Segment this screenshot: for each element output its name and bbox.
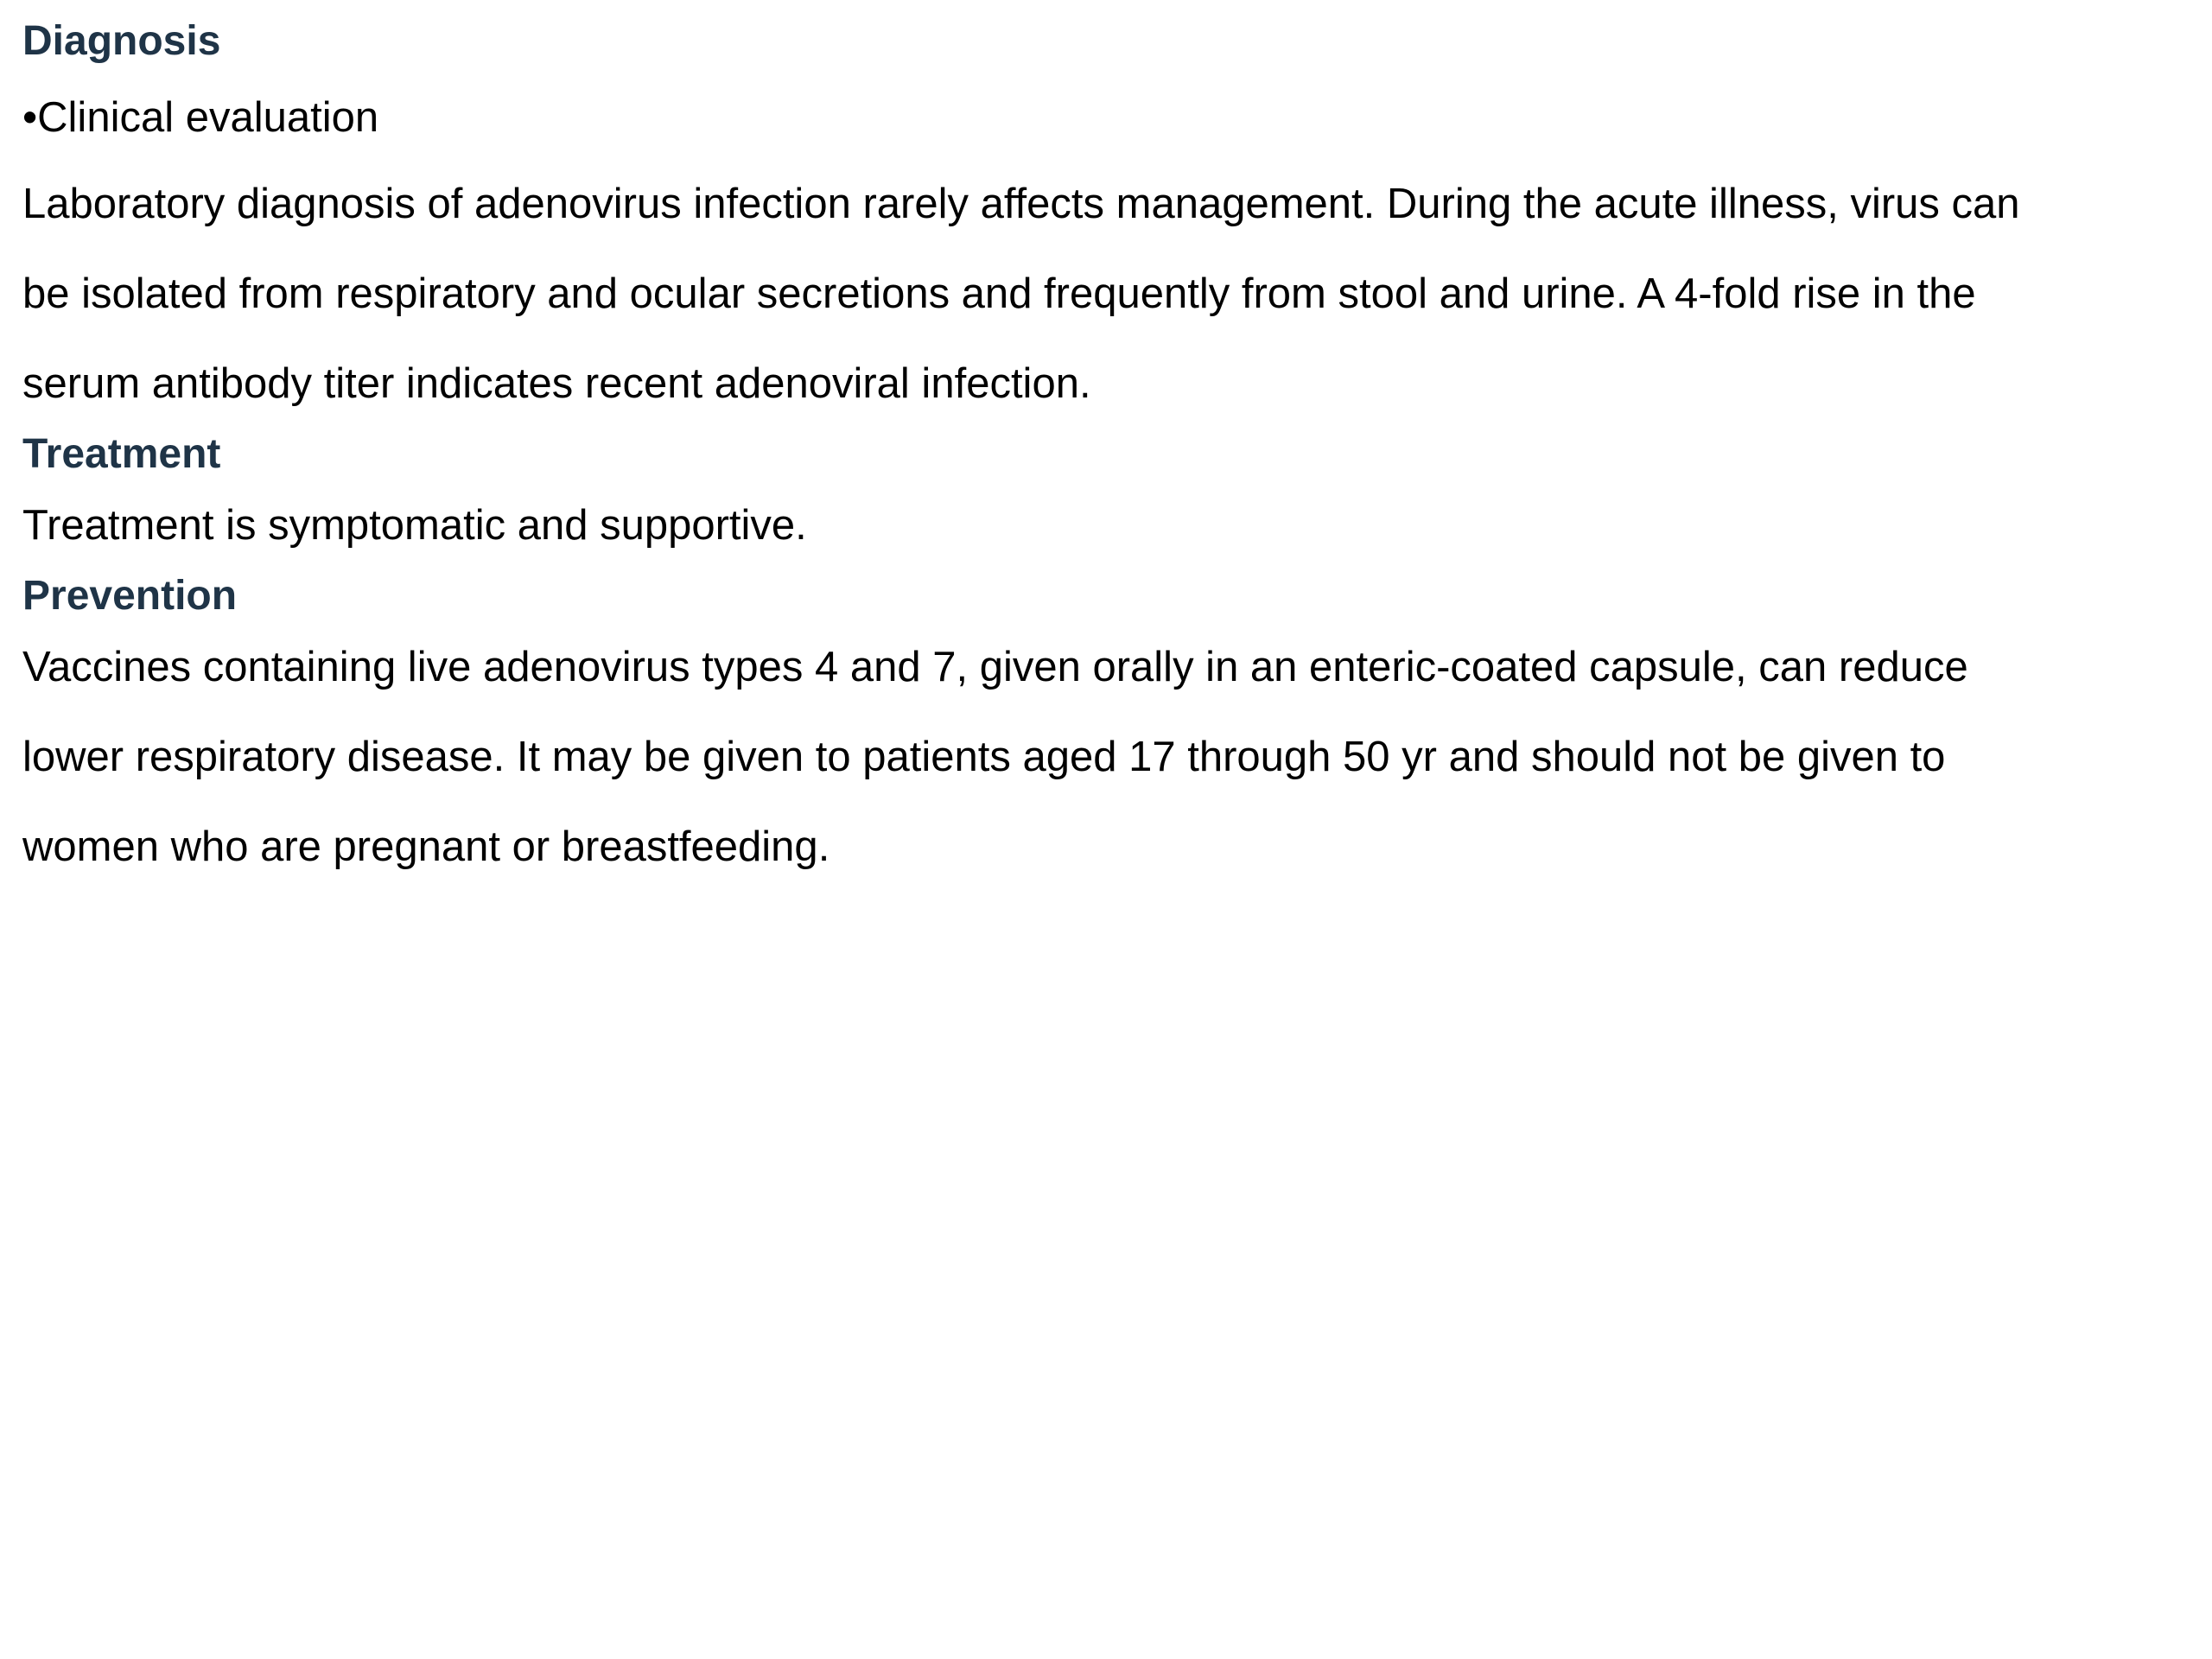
- diagnosis-line-3: serum antibody titer indicates recent adenoviral infection.: [22, 360, 1091, 407]
- prevention-line-3: women who are pregnant or breastfeeding.: [22, 823, 830, 870]
- treatment-section: [22, 429, 2195, 570]
- prevention-heading: Prevention: [22, 573, 238, 619]
- diagnosis-line-2: be isolated from respiratory and ocular secretions and frequently from stool and urine. A 4-fold rise in the: [22, 270, 1976, 317]
- diagnosis-heading: Diagnosis: [22, 18, 221, 64]
- treatment-line-1: Treatment is symptomatic and supportive.: [22, 502, 807, 549]
- diagnosis-line-1: Laboratory diagnosis of adenovirus infection rarely affects management. During the acute illness, virus can: [22, 181, 2020, 227]
- prevention-section: [22, 570, 2195, 892]
- diagnosis-section: [22, 16, 2195, 429]
- prevention-line-2: lower respiratory disease. It may be given to patients aged 17 through 50 yr and should not be given to: [22, 734, 1946, 780]
- diagnosis-bullet: •Clinical evaluation: [22, 93, 379, 141]
- treatment-heading: Treatment: [22, 431, 221, 477]
- prevention-line-1: Vaccines containing live adenovirus types 4 and 7, given orally in an enteric-coated capsule, can reduce: [22, 644, 1968, 690]
